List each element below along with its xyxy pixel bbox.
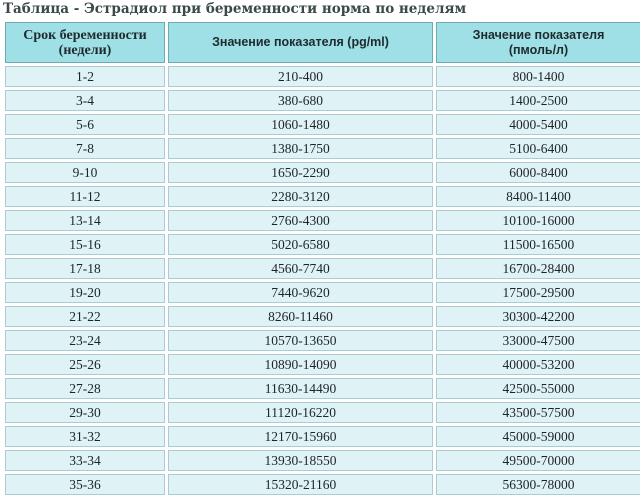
- cell-value-pgml: 1650-2290: [168, 162, 433, 183]
- table-row: [5, 354, 640, 375]
- cell-weeks: 35-36: [5, 474, 165, 495]
- cell-value-pmoll: 16700-28400: [436, 258, 640, 279]
- cell-weeks: 17-18: [5, 258, 165, 279]
- cell-value-pmoll: 17500-29500: [436, 282, 640, 303]
- cell-value-pmoll: 40000-53200: [436, 354, 640, 375]
- cell-value-pmoll: 43500-57500: [436, 402, 640, 423]
- table-row: [5, 258, 640, 279]
- cell-value-pgml: 380-680: [168, 90, 433, 111]
- table-row: [5, 426, 640, 447]
- cell-value-pmoll: 42500-55000: [436, 378, 640, 399]
- cell-value-pgml: 1380-1750: [168, 138, 433, 159]
- cell-value-pgml: 4560-7740: [168, 258, 433, 279]
- cell-value-pgml: 1060-1480: [168, 114, 433, 135]
- cell-value-pmoll: 5100-6400: [436, 138, 640, 159]
- cell-value-pgml: 11120-16220: [168, 402, 433, 423]
- cell-value-pmoll: 4000-5400: [436, 114, 640, 135]
- cell-value-pmoll: 6000-8400: [436, 162, 640, 183]
- cell-value-pgml: 10570-13650: [168, 330, 433, 351]
- table-row: [5, 450, 640, 471]
- header-value-pgml-line1: Значение показателя (pg/ml): [212, 35, 389, 49]
- cell-value-pgml: 2760-4300: [168, 210, 433, 231]
- header-value-pgml: [168, 22, 433, 63]
- cell-weeks: 1-2: [5, 66, 165, 87]
- cell-value-pgml: 210-400: [168, 66, 433, 87]
- cell-value-pmoll: 33000-47500: [436, 330, 640, 351]
- table-row: [5, 378, 640, 399]
- header-pregnancy-term-line2: (недели): [58, 42, 112, 58]
- table-row: [5, 330, 640, 351]
- table-row: [5, 474, 640, 495]
- table-row: [5, 162, 640, 183]
- header-value-pmoll-line1: Значение показателя: [472, 27, 605, 42]
- cell-value-pmoll: 800-1400: [436, 66, 640, 87]
- table-row: [5, 186, 640, 207]
- cell-weeks: 27-28: [5, 378, 165, 399]
- cell-weeks: 3-4: [5, 90, 165, 111]
- cell-weeks: 7-8: [5, 138, 165, 159]
- table-row: [5, 114, 640, 135]
- cell-value-pmoll: 11500-16500: [436, 234, 640, 255]
- cell-weeks: 33-34: [5, 450, 165, 471]
- cell-weeks: 11-12: [5, 186, 165, 207]
- cell-weeks: 13-14: [5, 210, 165, 231]
- cell-value-pmoll: 1400-2500: [436, 90, 640, 111]
- table-row: [5, 234, 640, 255]
- cell-value-pgml: 12170-15960: [168, 426, 433, 447]
- cell-value-pmoll: 30300-42200: [436, 306, 640, 327]
- table-header-row: [5, 22, 640, 63]
- header-value-pmoll-line2: (пмоль/л): [508, 42, 569, 57]
- cell-value-pgml: 15320-21160: [168, 474, 433, 495]
- cell-weeks: 19-20: [5, 282, 165, 303]
- table-row: [5, 138, 640, 159]
- table-row: [5, 282, 640, 303]
- table-row: [5, 306, 640, 327]
- cell-weeks: 25-26: [5, 354, 165, 375]
- cell-weeks: 21-22: [5, 306, 165, 327]
- cell-weeks: 9-10: [5, 162, 165, 183]
- cell-value-pgml: 2280-3120: [168, 186, 433, 207]
- cell-value-pmoll: 10100-16000: [436, 210, 640, 231]
- table-row: [5, 66, 640, 87]
- table-row: [5, 210, 640, 231]
- cell-value-pmoll: 45000-59000: [436, 426, 640, 447]
- cell-value-pmoll: 49500-70000: [436, 450, 640, 471]
- cell-value-pgml: 13930-18550: [168, 450, 433, 471]
- cell-value-pmoll: 56300-78000: [436, 474, 640, 495]
- header-pregnancy-term: [5, 22, 165, 63]
- page-title: Таблица - Эстрадиол при беременности норма по неделям: [3, 1, 467, 17]
- cell-weeks: 15-16: [5, 234, 165, 255]
- header-value-pmoll: [436, 22, 640, 63]
- cell-weeks: 29-30: [5, 402, 165, 423]
- header-pregnancy-term-line1: Срок беременности: [23, 27, 147, 43]
- table-body: [5, 66, 640, 495]
- estradiol-table: [2, 19, 640, 497]
- table-row: [5, 402, 640, 423]
- cell-weeks: 5-6: [5, 114, 165, 135]
- cell-value-pgml: 10890-14090: [168, 354, 433, 375]
- cell-value-pgml: 11630-14490: [168, 378, 433, 399]
- cell-value-pgml: 5020-6580: [168, 234, 433, 255]
- cell-value-pgml: 7440-9620: [168, 282, 433, 303]
- cell-value-pmoll: 8400-11400: [436, 186, 640, 207]
- cell-weeks: 31-32: [5, 426, 165, 447]
- cell-weeks: 23-24: [5, 330, 165, 351]
- cell-value-pgml: 8260-11460: [168, 306, 433, 327]
- table-row: [5, 90, 640, 111]
